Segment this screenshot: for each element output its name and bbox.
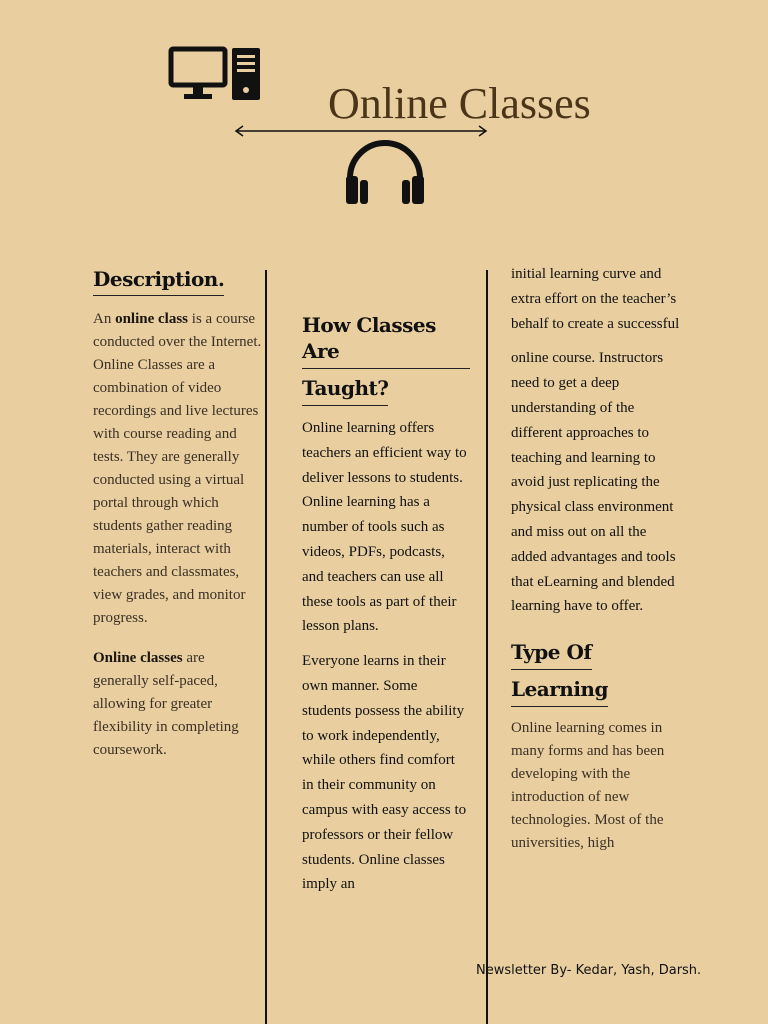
continuation-paragraph-1: initial learning curve and extra effort on the teacher’s behalf to create a successful — [511, 266, 680, 332]
self-paced-rest-text: are generally self-paced, allowing for greater flexibility in completing coursework. — [93, 650, 239, 758]
continuation-paragraph-2: online course. Instructors need to get a deep understanding of the different approaches to teaching and learning to avoid just replicating the physical class environment and miss out on all the added advantages and tools that eLearning and blended learning have to offer. — [511, 350, 676, 615]
type-of-learning-heading-line2: Learning — [511, 676, 608, 707]
how-taught-heading-line2: Taught? — [302, 375, 388, 406]
how-taught-column — [302, 312, 470, 897]
column-divider-right — [486, 270, 488, 1024]
description-paragraph: Online Classes are a combination of video recordings and live lectures with course reading and tests. They are generally conducted using a virtual portal through which students gather reading materials, interact with teachers and classmates, view grades, and monitor progress. — [93, 357, 259, 626]
intro-rest-text: is a course conducted over the Internet. — [93, 311, 262, 350]
intro-lead-text: An — [93, 311, 116, 327]
self-paced-bold-term: Online classes — [93, 650, 183, 666]
type-of-learning-heading-line1: Type Of — [511, 639, 592, 670]
how-taught-paragraph-1: Online learning offers teachers an efficient way to deliver lessons to students. Online learning has a number of tools such as videos, PDFs, podcasts, and teachers can use all these tools as part of their lesson plans. — [302, 420, 467, 635]
page-title: Online Classes — [328, 79, 591, 128]
newsletter-credit: Newsletter By- Kedar, Yash, Darsh. — [476, 963, 702, 978]
description-intro — [93, 308, 263, 354]
intro-bold-term: online class — [115, 311, 189, 327]
description-column — [93, 268, 263, 762]
how-taught-heading-line1: How Classes Are — [302, 312, 470, 369]
column-divider-left — [265, 270, 267, 1024]
desktop-computer-icon — [168, 46, 262, 102]
continuation-column — [511, 262, 681, 855]
double-arrow-icon — [232, 122, 492, 140]
description-heading: Description. — [93, 268, 224, 296]
self-paced-paragraph — [93, 647, 263, 762]
how-taught-paragraph-2: Everyone learns in their own manner. Some students possess the ability to work independently, while others find comfort in their community on campus with easy access to professors or their fellow students. Online classes imply an — [302, 653, 467, 893]
type-of-learning-paragraph: Online learning comes in many forms and has been developing with the introduction of new technologies. Most of the universities, high — [511, 720, 665, 852]
headphones-icon — [344, 140, 426, 208]
